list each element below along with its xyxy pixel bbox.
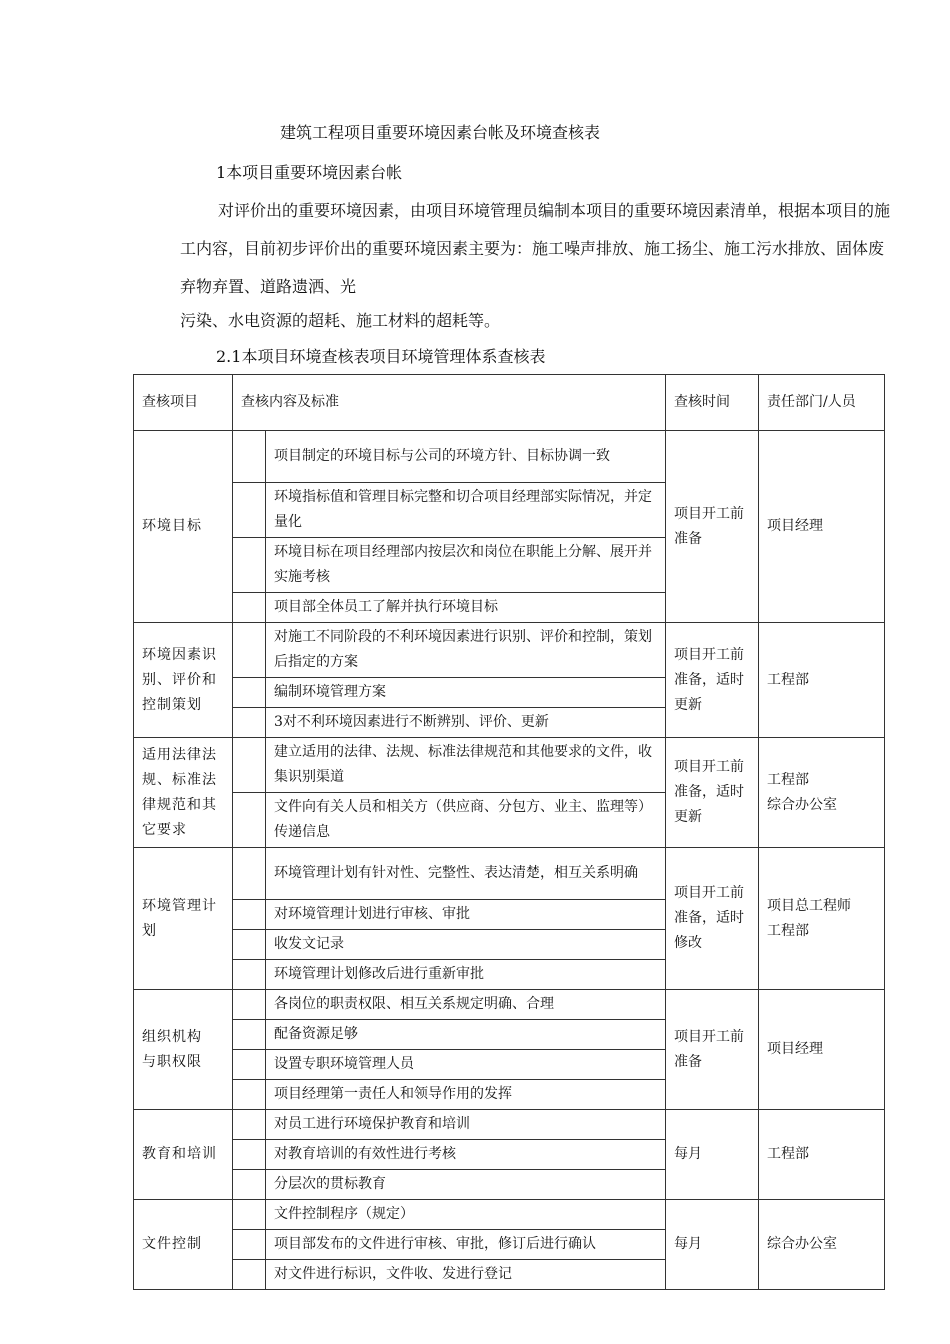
check-content: 分层次的贯标教育 (266, 1170, 666, 1200)
check-content: 项目部发布的文件进行审核、审批，修订后进行确认 (266, 1230, 666, 1260)
index-cell (233, 623, 266, 678)
header-content: 查核内容及标准 (233, 375, 666, 431)
check-content: 对教育培训的有效性进行考核 (266, 1140, 666, 1170)
index-cell (233, 593, 266, 623)
table-row (134, 990, 885, 1020)
check-time: 每月 (666, 1200, 759, 1290)
table-row (134, 1110, 885, 1140)
check-content: 环境管理计划有针对性、完整性、表达清楚，相互关系明确 (266, 848, 666, 900)
index-cell (233, 960, 266, 990)
table-row (134, 738, 885, 793)
check-item: 组织机构 与职权限 (134, 990, 233, 1110)
index-cell (233, 1080, 266, 1110)
check-time: 项目开工前准备，适时更新 (666, 738, 759, 848)
index-cell (233, 1170, 266, 1200)
index-cell (233, 538, 266, 593)
check-content: 对员工进行环境保护教育和培训 (266, 1110, 666, 1140)
check-content: 环境管理计划修改后进行重新审批 (266, 960, 666, 990)
check-item: 文件控制 (134, 1200, 233, 1290)
table-row (134, 1200, 885, 1230)
index-cell (233, 990, 266, 1020)
index-cell (233, 431, 266, 483)
table-row (134, 431, 885, 483)
check-content: 环境目标在项目经理部内按层次和岗位在职能上分解、展开并实施考核 (266, 538, 666, 593)
check-content: 编制环境管理方案 (266, 678, 666, 708)
check-item: 教育和培训 (134, 1110, 233, 1200)
audit-table (133, 374, 885, 1290)
index-cell (233, 930, 266, 960)
responsible-dept: 项目经理 (759, 431, 885, 623)
check-content: 对环境管理计划进行审核、审批 (266, 900, 666, 930)
check-content: 文件向有关人员和相关方（供应商、分包方、业主、监理等）传递信息 (266, 793, 666, 848)
responsible-dept: 工程部 (759, 1110, 885, 1200)
check-content: 项目部全体员工了解并执行环境目标 (266, 593, 666, 623)
check-item: 环境因素识别、评价和控制策划 (134, 623, 233, 738)
index-cell (233, 1260, 266, 1290)
responsible-dept: 项目经理 (759, 990, 885, 1110)
index-cell (233, 708, 266, 738)
header-item: 查核项目 (134, 375, 233, 431)
check-time: 项目开工前准备，适时更新 (666, 623, 759, 738)
index-cell (233, 1140, 266, 1170)
paragraph-2: 污染、水电资源的超耗、施工材料的超耗等。 (180, 311, 501, 330)
check-time: 项目开工前准备 (666, 431, 759, 623)
section1-heading: 1本项目重要环境因素台帐 (216, 163, 403, 182)
check-content: 收发文记录 (266, 930, 666, 960)
index-cell (233, 738, 266, 793)
index-cell (233, 1200, 266, 1230)
header-responsible: 责任部门/人员 (759, 375, 885, 431)
responsible-dept: 工程部 综合办公室 (759, 738, 885, 848)
check-content: 项目经理第一责任人和领导作用的发挥 (266, 1080, 666, 1110)
check-item: 适用法律法规、标准法律规范和其它要求 (134, 738, 233, 848)
index-cell (233, 1050, 266, 1080)
check-content: 项目制定的环境目标与公司的环境方针、目标协调一致 (266, 431, 666, 483)
responsible-dept: 工程部 (759, 623, 885, 738)
header-time: 查核时间 (666, 375, 759, 431)
index-cell (233, 1230, 266, 1260)
check-time: 每月 (666, 1110, 759, 1200)
check-item: 环境管理计划 (134, 848, 233, 990)
index-cell (233, 793, 266, 848)
check-content: 对文件进行标识，文件收、发进行登记 (266, 1260, 666, 1290)
index-cell (233, 483, 266, 538)
paragraph-1: 对评价出的重要环境因素，由项目环境管理员编制本项目的重要环境因素清单，根据本项目的施工内容，目前初步评价出的重要环境因素主要为：施工噪声排放、施工扬尘、施工污水排放、固体废弃物弃置、道路遗洒、光 (180, 201, 891, 296)
table-row (134, 848, 885, 900)
index-cell (233, 900, 266, 930)
index-cell (233, 848, 266, 900)
section2-heading: 2.1本项目环境查核表项目环境管理体系查核表 (216, 347, 546, 366)
responsible-dept: 综合办公室 (759, 1200, 885, 1290)
check-time: 项目开工前准备，适时修改 (666, 848, 759, 990)
check-content: 环境指标值和管理目标完整和切合项目经理部实际情况，并定量化 (266, 483, 666, 538)
check-content: 文件控制程序（规定） (266, 1200, 666, 1230)
check-content: 3对不利环境因素进行不断辨别、评价、更新 (266, 708, 666, 738)
check-item: 环境目标 (134, 431, 233, 623)
check-content: 设置专职环境管理人员 (266, 1050, 666, 1080)
document-title: 建筑工程项目重要环境因素台帐及环境查核表 (280, 123, 601, 142)
table-header-row (134, 375, 885, 431)
check-content: 对施工不同阶段的不利环境因素进行识别、评价和控制，策划后指定的方案 (266, 623, 666, 678)
check-content: 配备资源足够 (266, 1020, 666, 1050)
check-content: 各岗位的职责权限、相互关系规定明确、合理 (266, 990, 666, 1020)
responsible-dept: 项目总工程师 工程部 (759, 848, 885, 990)
index-cell (233, 1110, 266, 1140)
check-time: 项目开工前准备 (666, 990, 759, 1110)
check-content: 建立适用的法律、法规、标准法律规范和其他要求的文件，收集识别渠道 (266, 738, 666, 793)
index-cell (233, 678, 266, 708)
table-row (134, 623, 885, 678)
index-cell (233, 1020, 266, 1050)
